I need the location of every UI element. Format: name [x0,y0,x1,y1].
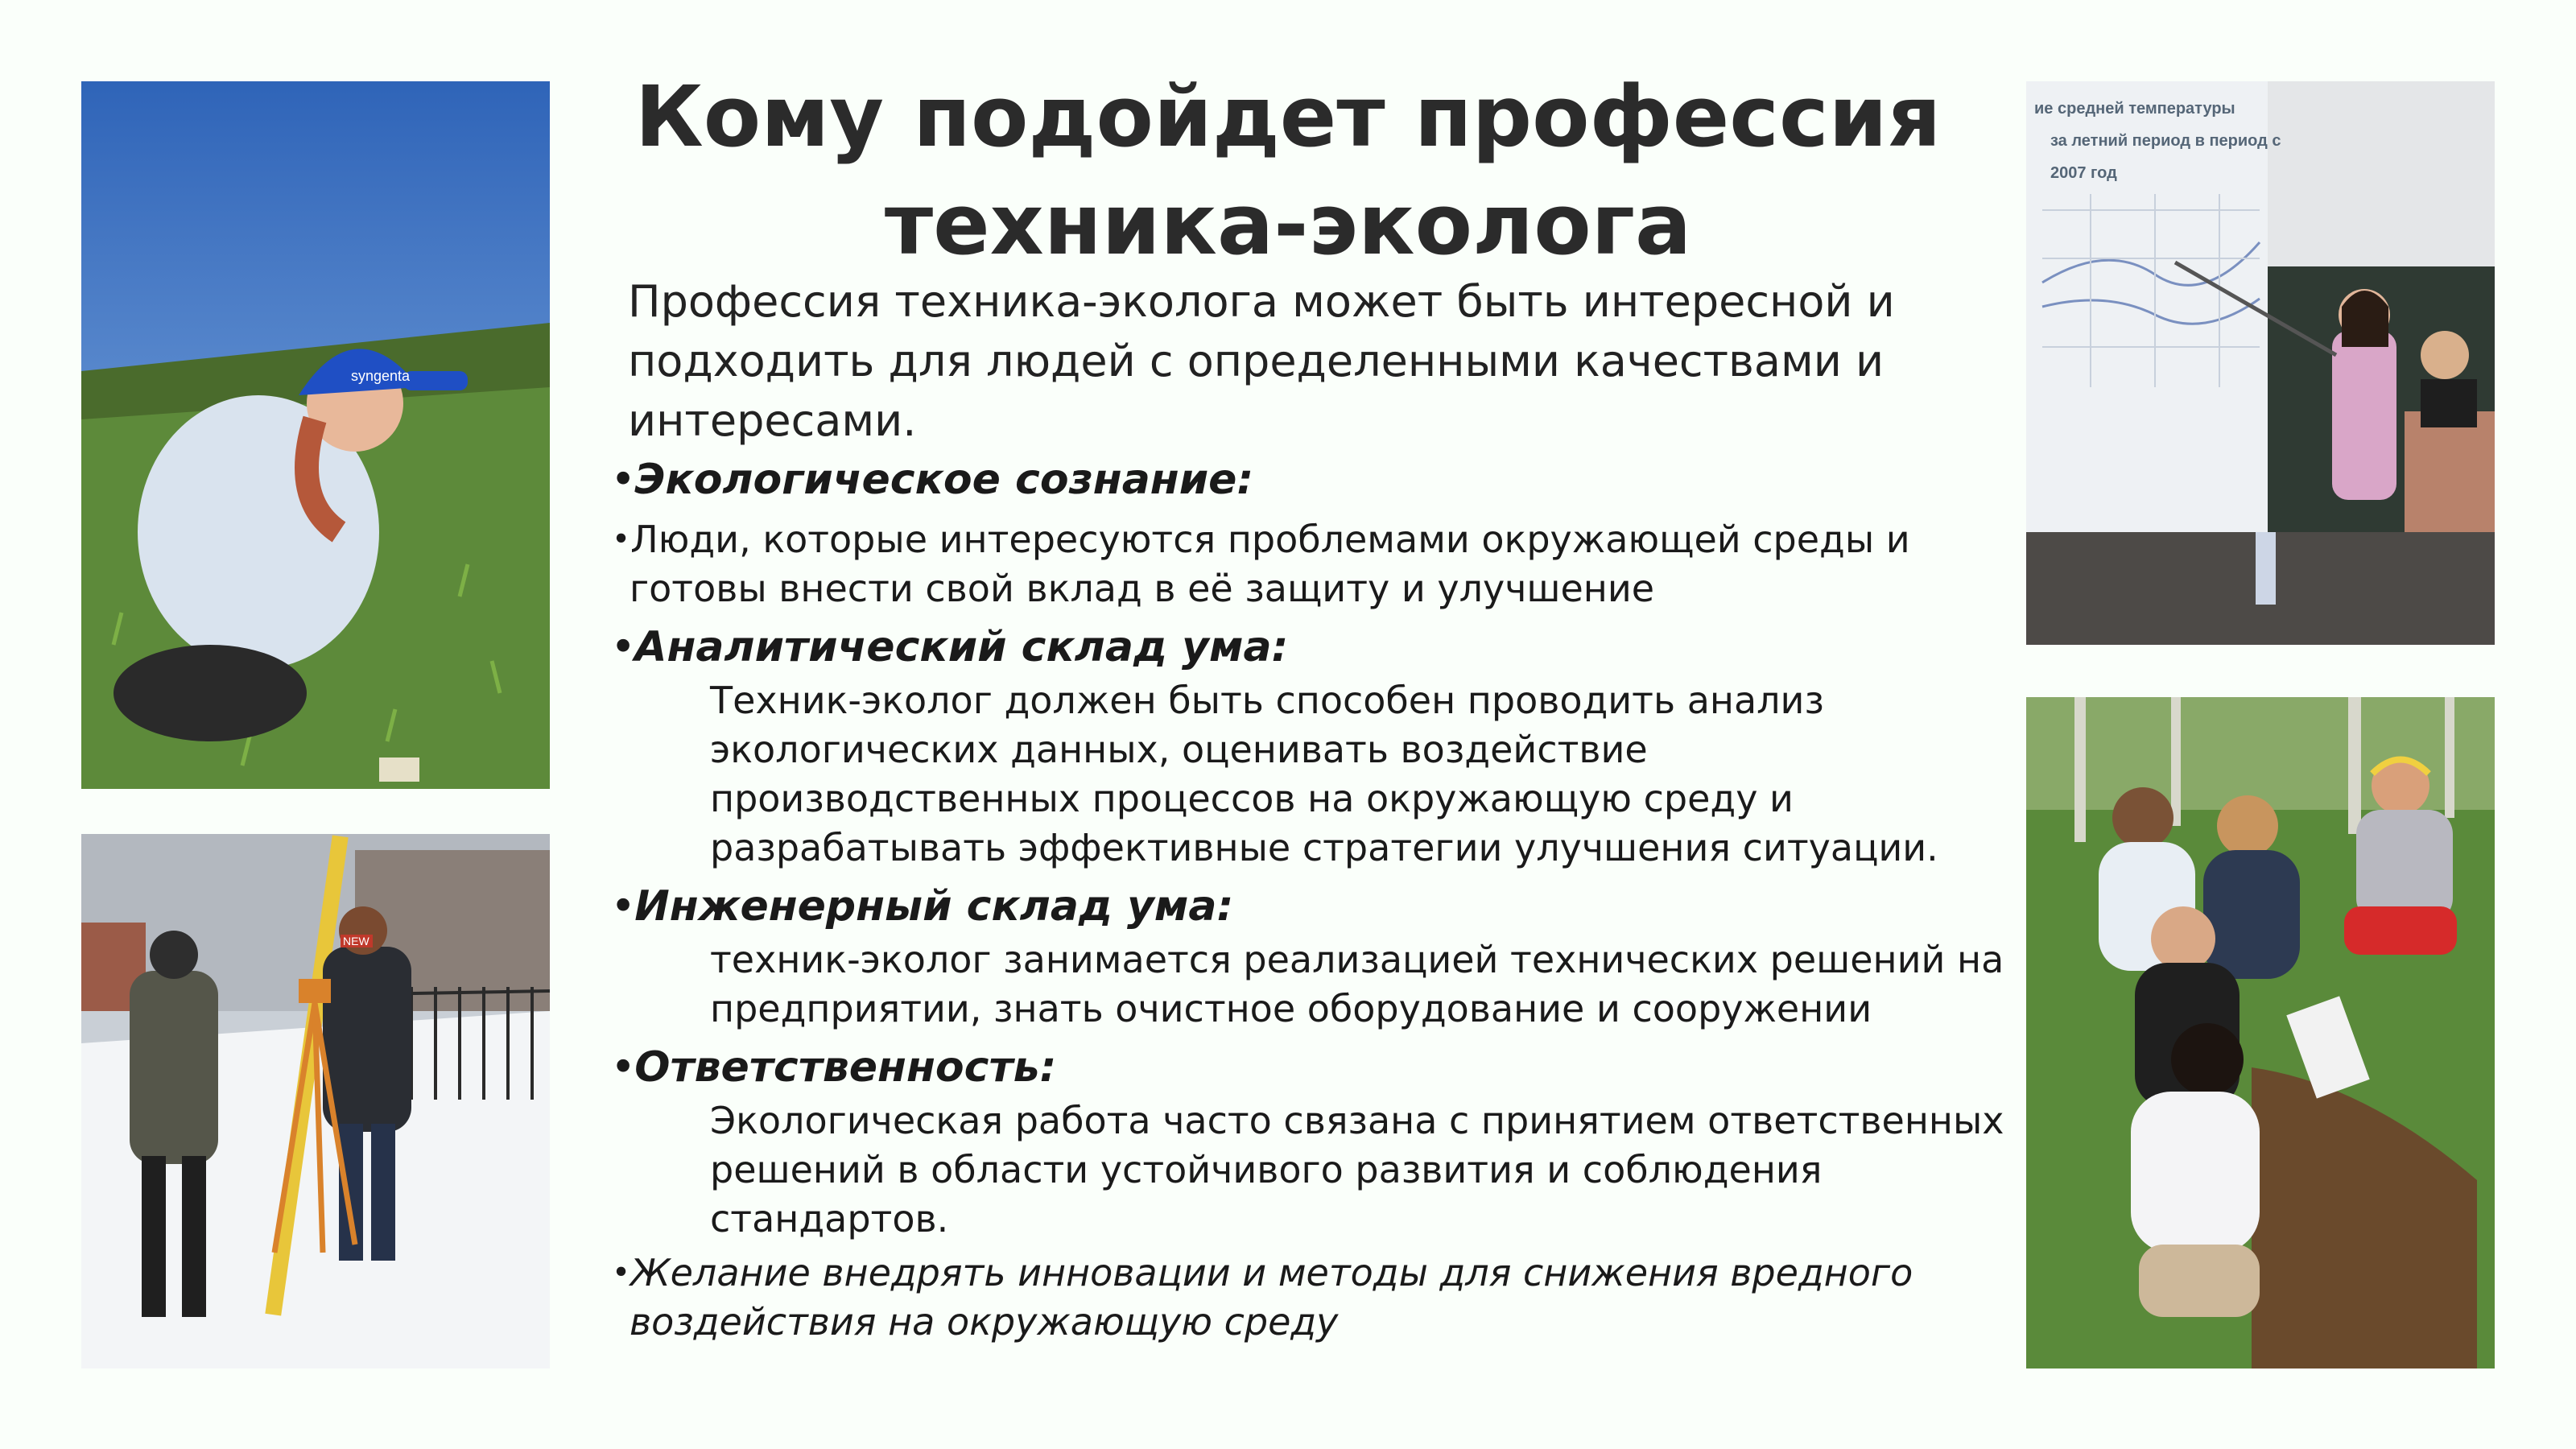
photo-students-field [2026,697,2495,1368]
analytical-body: Техник-эколог должен быть способен проводить анализ экологических данных, оценивать воздействие производственных процессов на окружающую среду и разрабатывать эффективные стратегии улучшения ситуации. [710,679,1938,869]
closing-line-1 [612,1249,2029,1298]
bullet-marker: • [612,1255,631,1291]
bullet-marker: • [612,459,635,500]
section-heading-text: Инженерный склад ума: [634,882,1234,931]
ecological-line-1 [612,515,2029,564]
page-title: Кому подойдет профессия техника-эколога [634,68,1942,274]
photo-winter-survey [81,834,550,1368]
section-heading-text: Аналитический склад ума: [634,623,1289,671]
ecological-line-2: готовы внести свой вклад в её защиту и улучшение [630,567,1655,610]
projector-title-line2: за летний период в период с [2050,132,2281,150]
responsibility-body: Экологическая работа часто связана с принятием ответственных решений в области устойчивого развития и соблюдения стандартов. [710,1099,2004,1241]
cap-logo-text: syngenta [351,368,411,384]
section-heading-responsibility [612,1038,2029,1096]
bullet-marker: • [612,522,631,558]
hat-label-text: NEW [343,935,369,947]
intro-paragraph: Профессия техника-эколога может быть интересной и подходить для людей с определенными качествами и интересами. [628,276,1895,446]
bullet-marker: • [612,1046,635,1088]
bullet-marker: • [612,886,635,927]
section-heading-analytical [612,618,2029,676]
section-heading-text: Ответственность: [634,1043,1057,1092]
projector-title-line3: 2007 год [2050,164,2117,182]
photo-field-planting [81,81,550,789]
photo-presentation [2026,81,2495,645]
qualities-list [612,451,2029,1352]
projector-title-line1: ие средней температуры [2034,100,2235,118]
section-body-text: Люди, которые интересуются проблемами окружающей среды и [630,518,1910,561]
bullet-marker: • [612,626,635,667]
closing-line-2: воздействия на окружающую среду [630,1300,1339,1344]
section-heading-text: Экологическое сознание: [634,456,1254,504]
engineering-body: техник-эколог занимается реализацией технических решений на предприятии, знать очистное оборудование и сооружении [710,938,2004,1030]
section-heading-ecological [612,451,2029,509]
closing-text: Желание внедрять инновации и методы для снижения вредного [630,1251,1913,1294]
section-heading-engineering [612,877,2029,935]
